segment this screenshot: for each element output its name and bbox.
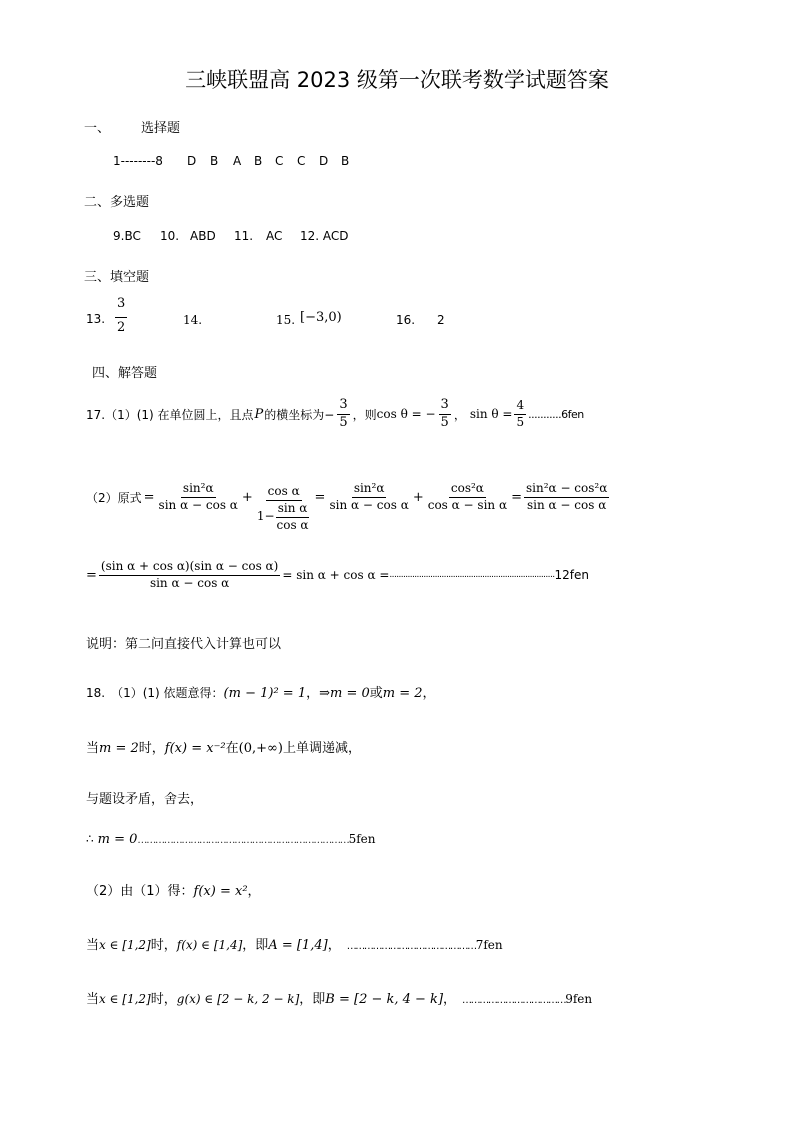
multi-answer-11-label: 11. [234, 229, 254, 243]
q18-line1-eq: (m − 1)² = 1 [223, 686, 307, 701]
q17-line2-den: sin α − cos α [149, 575, 230, 590]
multi-answer-10: ABD [190, 229, 216, 243]
q17-term4-den: cos α − sin α [427, 498, 508, 513]
page-title: 三峡联盟高 2023 级第一次联考数学试题答案 [185, 68, 609, 92]
q18-line7-g: g(x) ∈ [2 − k, 2 − k] [176, 992, 300, 1006]
q17-term4-num: cos²α [449, 482, 486, 498]
fill-q15-label: 15. [276, 313, 296, 327]
q17-term2-den-num: sin α [276, 502, 310, 518]
q18-score3: 9fen [565, 992, 593, 1006]
section-2-title: 二、多选题 [84, 195, 150, 210]
mc-answer-8: B [341, 154, 350, 168]
mc-answer-2: B [210, 154, 219, 168]
q17-frac2-num: 3 [439, 398, 451, 415]
mc-answer-4: B [254, 154, 263, 168]
multi-answer-10-label: 10. [160, 229, 180, 243]
q17-term3-den: sin α − cos α [329, 498, 409, 513]
q18-line7-mid: ，即 [299, 992, 326, 1007]
q18-line7 [86, 988, 592, 1007]
q18-line1-or: 或 [369, 686, 383, 701]
q17-term5-den: sin α − cos α [526, 498, 607, 513]
q18-line2-when: 时， [138, 741, 165, 756]
q18-line4-dots: ……………………………………………………………… [137, 835, 349, 846]
q17-frac2-den: 5 [440, 414, 449, 430]
q17-part1-mid: 的横坐标为− [264, 407, 335, 422]
section-3-title: 三、填空题 [84, 270, 150, 285]
mc-answer-6: C [297, 154, 306, 168]
q17-line2-rhs: = sin α + cos α = [282, 568, 390, 583]
q17-part1 [86, 398, 584, 431]
q18-line7-end: ， [443, 992, 457, 1007]
fill-q14-label: 14. [183, 313, 203, 327]
q17-comma: ， [453, 407, 466, 422]
q17-frac3-num: 4 [514, 399, 526, 415]
q18-line5-end: ， [247, 884, 261, 899]
q18-line6-mid: ，即 [242, 938, 269, 953]
multi-answers [113, 229, 349, 243]
q18-line1-mid: ，⇒ [306, 686, 330, 701]
q17-term2-num: cos α [266, 485, 302, 501]
q18-line7-x: x ∈ [1,2] [99, 992, 151, 1006]
q18-line6-when: 时， [150, 938, 177, 953]
mc-answers [187, 154, 355, 168]
q17-point: P [254, 406, 264, 422]
multi-answer-9: 9.BC [113, 229, 141, 243]
multi-answer-12: 12. ACD [300, 229, 349, 243]
mc-answer-3: A [233, 154, 242, 168]
q18-line7-dots: ……………………………… [462, 995, 566, 1006]
q17-cos-theta: cos θ = − [376, 407, 436, 422]
q17-term5-num: sin²α − cos²α [524, 482, 609, 498]
q18-line3: 与题设矛盾，舍去， [86, 792, 204, 807]
note-text: 说明：第二问直接代入计算也可以 [86, 637, 282, 652]
q18-line2 [86, 737, 361, 756]
section-4-title: 四、解答题 [92, 366, 158, 381]
q18-line1-m0: m = 0 [330, 686, 370, 701]
q18-line1 [86, 682, 436, 701]
q18-line4-m: m = 0 [97, 832, 138, 847]
q18-line5-pre: （2）由（1）得： [86, 884, 194, 899]
q17-term1-num: sin²α [181, 482, 216, 498]
q17-score2: 12fen [554, 568, 589, 583]
q17-frac3-den: 5 [516, 414, 525, 429]
q18-line2-pre: 当 [86, 741, 100, 756]
mc-answer-5: C [275, 154, 284, 168]
q18-line6-dots: ……………………………………… [346, 941, 476, 952]
q17-frac1-num: 3 [337, 398, 349, 415]
q17-term2-den-den: cos α [276, 517, 309, 532]
q18-line7-pre: 当 [86, 992, 100, 1007]
fill-q16-answer: 2 [437, 313, 445, 327]
q18-line2-interval: (0,+∞) [238, 741, 283, 756]
q17-line2-num: (sin α + cos α)(sin α − cos α) [99, 560, 280, 576]
q17-line2-dots: ......................................................................... [389, 570, 555, 581]
q17-sin-theta: sin θ = [469, 407, 513, 422]
q18-line2-end: 上单调递减， [282, 741, 361, 756]
q18-line2-m: m = 2 [99, 741, 139, 756]
q18-line5 [86, 880, 261, 899]
q18-line6-pre: 当 [86, 938, 100, 953]
fill-q13-numerator: 3 [117, 296, 126, 311]
q17-term3-num: sin²α [352, 482, 387, 498]
q18-line6-f: f(x) ∈ [1,4] [176, 938, 243, 952]
q18-line6-A: A = [1,4] [268, 938, 328, 953]
fill-q13-label: 13. [86, 312, 106, 326]
q17-part2-label: （2）原式 [86, 491, 142, 506]
q17-score1: ...........6fen [528, 407, 584, 421]
q17-frac1-den: 5 [339, 414, 348, 430]
fill-q16-label: 16. [396, 313, 416, 327]
section-1-title: 选择题 [141, 121, 181, 136]
q18-line6-x: x ∈ [1,2] [99, 938, 151, 952]
q18-line7-B: B = [2 − k, 4 − k] [325, 992, 444, 1007]
mc-range: 1--------8 [113, 154, 163, 168]
q17-term1-den: sin α − cos α [158, 498, 238, 513]
q18-line5-f: f(x) = x² [193, 884, 248, 899]
q18-score2: 7fen [475, 938, 503, 952]
q18-line1-prefix: 18. （1）(1) 依题意得： [86, 686, 224, 700]
mc-answer-1: D [187, 154, 197, 168]
q18-line2-in: 在 [225, 741, 239, 756]
q17-part2-line2: = $\frac{\text{(sin α + cos α)(sin α − cos α)}}{\text{sin α − cos α}}$ = sin α + cos α = ......................................................................... 12fen [86, 559, 589, 590]
q18-line4 [86, 832, 376, 847]
fill-q13-answer [115, 297, 127, 336]
q17-part1-prefix: 17.（1）(1) 在单位圆上，且点 [86, 407, 254, 422]
q18-line4-therefore: ∴ [86, 832, 94, 846]
fill-q15-answer: [−3,0) [300, 310, 342, 325]
q18-line6 [86, 934, 503, 953]
multi-answer-11: AC [266, 229, 283, 243]
q17-part2-line1: （2）原式 = $\frac{\text{sin²α}}{\text{sin α − cos α}}$ + cos α 1− $\frac{\text{sin α}}{\text{cos α}}$ = $\frac{\text{sin²α}}{\text{sin α − cos α}}$ + $\frac{\text{cos²α}}{\text{cos α − sin α}}$ = $\frac{\text{sin²α − cos²α}}{\text{sin α − cos α}}$ [86, 481, 608, 532]
q18-line6-end: ， [327, 938, 341, 953]
q17-term2-den-pre: 1− [256, 509, 275, 524]
q17-then: ，则 [352, 407, 377, 422]
mc-answer-7: D [319, 154, 329, 168]
q18-score1: 5fen [348, 832, 376, 846]
fill-q13-denominator: 2 [115, 317, 127, 336]
q18-line7-when: 时， [150, 992, 177, 1007]
section-1-number: 一、 [84, 121, 111, 136]
q18-line1-end: ， [422, 686, 436, 701]
q18-line1-m2: m = 2 [382, 686, 423, 701]
q18-line2-f: f(x) = x⁻² [164, 741, 226, 756]
